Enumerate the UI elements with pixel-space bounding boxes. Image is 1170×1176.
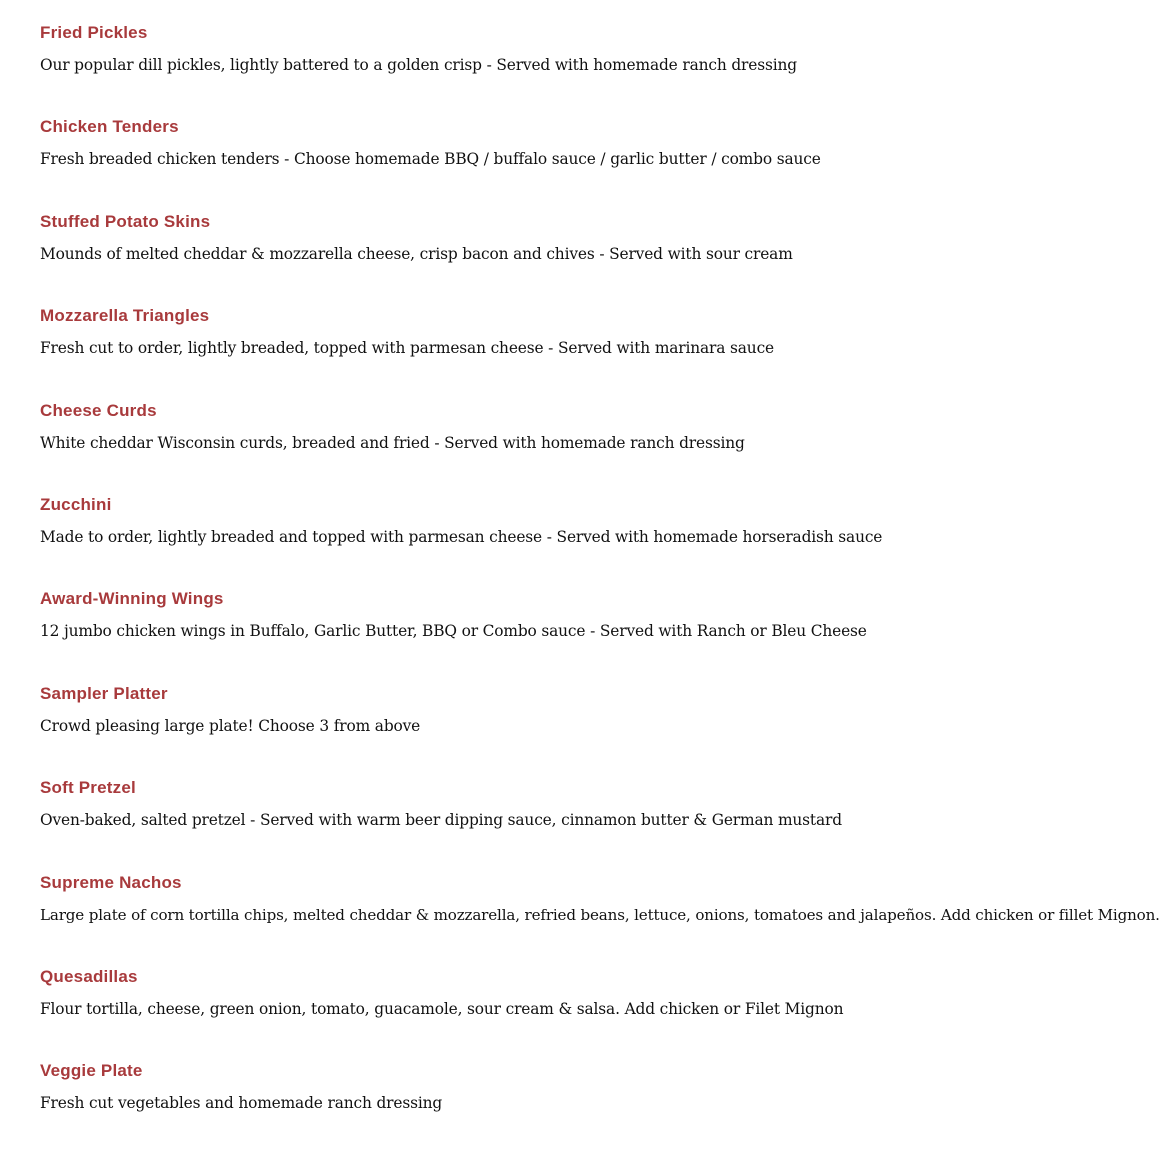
item-description: Large plate of corn tortilla chips, melted cheddar & mozzarella, refried beans, lettuce, onions, tomatoes and jalapeños. Add chicken or fillet Mignon. [40, 905, 1160, 924]
item-name: Stuffed Potato Skins [40, 211, 211, 231]
menu-item-mozzarella-triangles [40, 304, 1160, 398]
item-name: Soft Pretzel [40, 778, 136, 798]
menu-item-fried-pickles [40, 21, 1160, 115]
item-name: Quesadillas [40, 966, 138, 986]
item-name: Fried Pickles [40, 23, 148, 42]
menu-list [40, 21, 1160, 1154]
item-name: Zucchini [40, 494, 112, 514]
item-description: Fresh cut vegetables and homemade ranch dressing [40, 1094, 443, 1113]
menu-item-award-winning-wings [40, 587, 1160, 681]
item-name: Mozzarella Triangles [40, 306, 210, 326]
item-name: Supreme Nachos [40, 872, 182, 892]
item-description: Our popular dill pickles, lightly battered to a golden crisp - Served with homemade ranch dressing [40, 56, 797, 74]
menu-item-sampler-platter [40, 682, 1160, 776]
menu-item-zucchini [40, 493, 1160, 587]
item-description: 12 jumbo chicken wings in Buffalo, Garlic Butter, BBQ or Combo sauce - Served with Ranch or Bleu Cheese [40, 622, 867, 641]
item-description: White cheddar Wisconsin curds, breaded and fried - Served with homemade ranch dressing [40, 433, 745, 452]
item-description: Mounds of melted cheddar & mozzarella cheese, crisp bacon and chives - Served with sour cream [40, 244, 793, 263]
menu-item-quesadillas [40, 965, 1160, 1059]
item-name: Sampler Platter [40, 683, 168, 703]
item-name: Cheese Curds [40, 400, 157, 420]
item-description: Oven-baked, salted pretzel - Served with warm beer dipping sauce, cinnamon butter & German mustard [40, 811, 842, 830]
item-name: Veggie Plate [40, 1061, 143, 1081]
item-description: Fresh breaded chicken tenders - Choose homemade BBQ / buffalo sauce / garlic butter / combo sauce [40, 150, 821, 169]
item-name: Chicken Tenders [40, 117, 179, 137]
menu-item-cheese-curds [40, 399, 1160, 493]
menu-item-veggie-plate [40, 1059, 1160, 1153]
item-description: Crowd pleasing large plate! Choose 3 from above [40, 716, 421, 735]
item-description: Made to order, lightly breaded and topped with parmesan cheese - Served with homemade horseradish sauce [40, 527, 883, 546]
menu-item-chicken-tenders [40, 115, 1160, 209]
item-name: Award-Winning Wings [40, 589, 224, 609]
menu-item-stuffed-potato-skins [40, 210, 1160, 304]
menu-item-soft-pretzel [40, 776, 1160, 870]
item-description: Flour tortilla, cheese, green onion, tomato, guacamole, sour cream & salsa. Add chicken or Filet Mignon [40, 999, 844, 1018]
item-description: Fresh cut to order, lightly breaded, topped with parmesan cheese - Served with marinara sauce [40, 339, 774, 358]
menu-item-supreme-nachos [40, 871, 1160, 965]
